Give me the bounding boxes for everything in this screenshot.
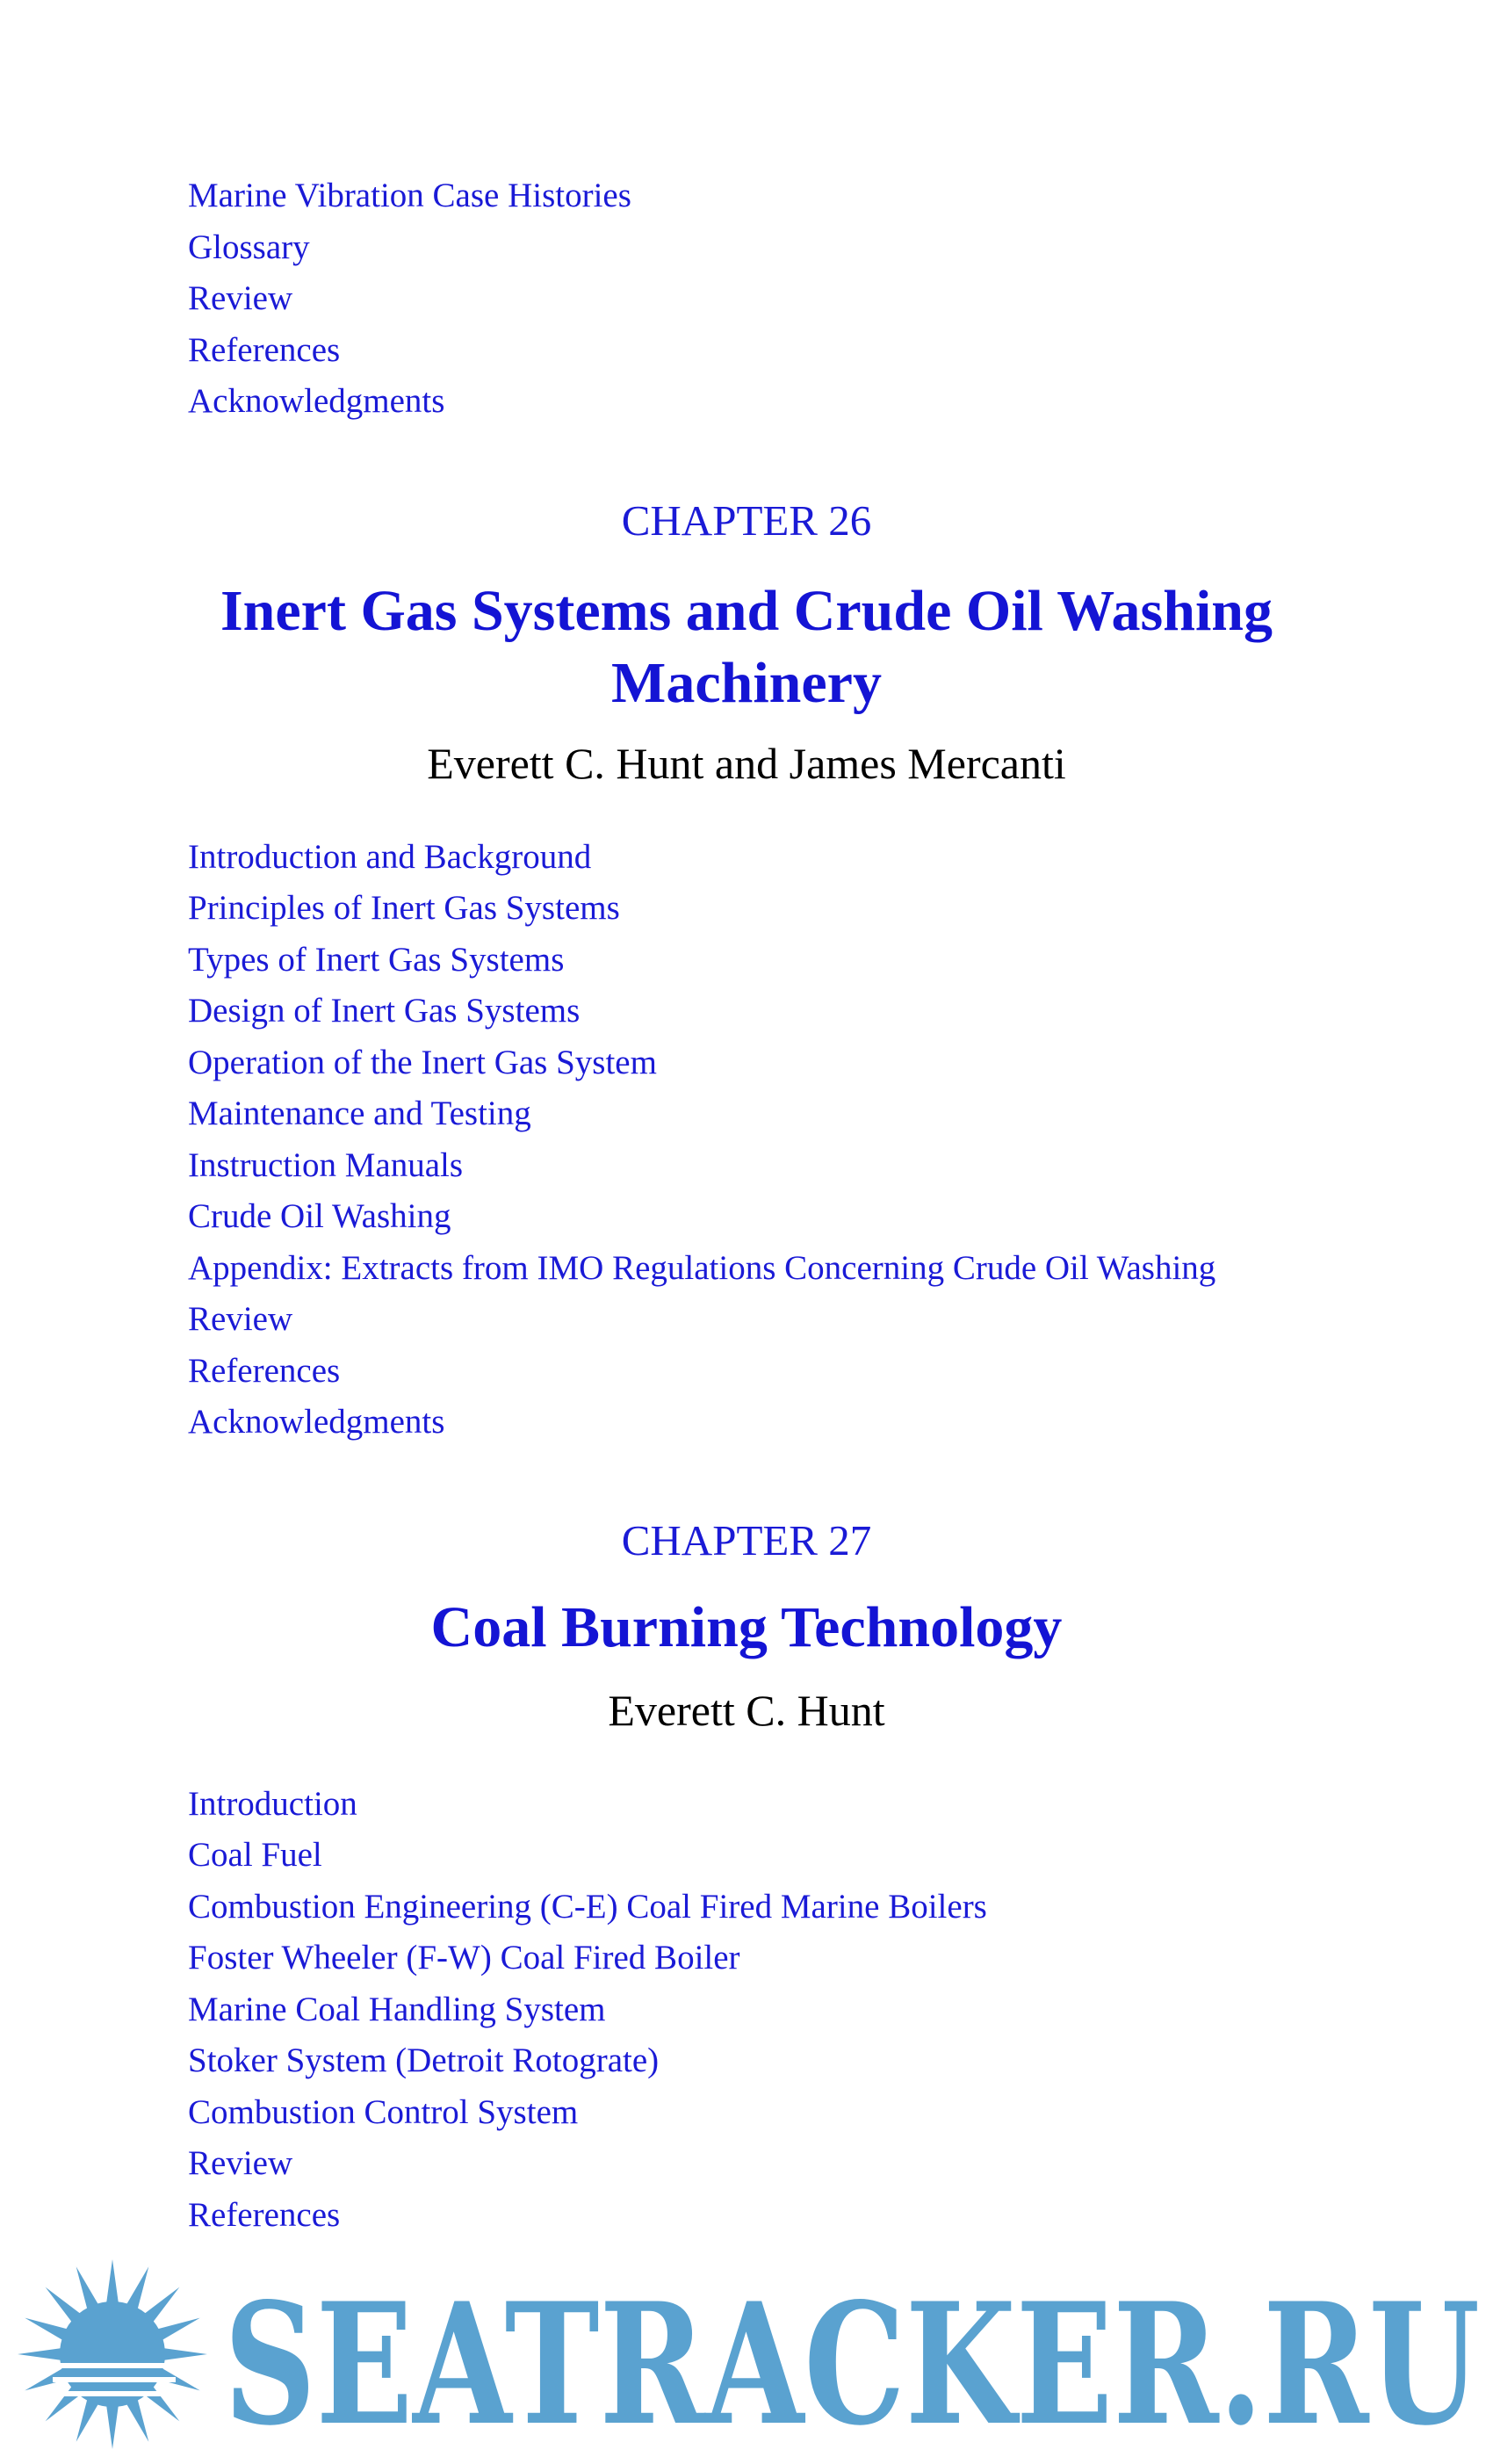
toc-link[interactable]: References bbox=[188, 2196, 341, 2234]
toc-link-glossary[interactable]: Glossary bbox=[188, 228, 310, 266]
toc-link[interactable]: Introduction and Background bbox=[188, 838, 592, 876]
watermark-graphic bbox=[0, 2231, 1493, 2460]
toc-link[interactable]: Foster Wheeler (F-W) Coal Fired Boiler bbox=[188, 1939, 740, 1976]
toc-link[interactable]: Combustion Engineering (C-E) Coal Fired Marine Boilers bbox=[188, 1888, 987, 1926]
toc-link[interactable]: Combustion Control System bbox=[188, 2093, 579, 2131]
chapter-27-label: CHAPTER 27 bbox=[621, 1516, 872, 1564]
chapter-26-title-line1: Inert Gas Systems and Crude Oil Washing bbox=[220, 579, 1273, 643]
chapter-27-authors: Everett C. Hunt bbox=[608, 1686, 885, 1735]
toc-link[interactable]: Stoker System (Detroit Rotograte) bbox=[188, 2041, 660, 2079]
toc-link[interactable]: Maintenance and Testing bbox=[188, 1095, 531, 1132]
toc-link-acknowledgments[interactable]: Acknowledgments bbox=[188, 382, 445, 420]
toc-link[interactable]: Principles of Inert Gas Systems bbox=[188, 889, 620, 927]
toc-link[interactable]: Operation of the Inert Gas System bbox=[188, 1044, 657, 1081]
toc-link[interactable]: Coal Fuel bbox=[188, 1836, 322, 1874]
toc-link[interactable]: References bbox=[188, 1352, 341, 1390]
toc-link[interactable]: Types of Inert Gas Systems bbox=[188, 941, 565, 979]
chapter-26-title-line2: Machinery bbox=[611, 651, 882, 715]
watermark bbox=[0, 2231, 1493, 2460]
toc-link[interactable]: Acknowledgments bbox=[188, 1403, 445, 1441]
sunburst-icon bbox=[18, 2259, 207, 2449]
toc-link[interactable]: Appendix: Extracts from IMO Regulations Concerning Crude Oil Washing bbox=[188, 1249, 1216, 1287]
toc-link[interactable]: Review bbox=[188, 1300, 293, 1338]
toc-link[interactable]: Introduction bbox=[188, 1785, 357, 1823]
toc-link-references[interactable]: References bbox=[188, 331, 341, 369]
chapter-26-label: CHAPTER 26 bbox=[621, 496, 872, 545]
toc-link[interactable]: Crude Oil Washing bbox=[188, 1197, 451, 1235]
chapter-27-title: Coal Burning Technology bbox=[430, 1595, 1063, 1659]
toc-link-review[interactable]: Review bbox=[188, 279, 293, 317]
toc-link[interactable]: Review bbox=[188, 2144, 293, 2182]
toc-link[interactable]: Marine Coal Handling System bbox=[188, 1991, 606, 2028]
toc-link-marine-vibration-case-histories[interactable]: Marine Vibration Case Histories bbox=[188, 177, 631, 214]
toc-link[interactable]: Instruction Manuals bbox=[188, 1146, 464, 1184]
chapter-26-authors: Everett C. Hunt and James Mercanti bbox=[427, 739, 1066, 788]
watermark-text: SEATRACKER.RU bbox=[224, 2266, 1480, 2460]
toc-link[interactable]: Design of Inert Gas Systems bbox=[188, 992, 581, 1030]
